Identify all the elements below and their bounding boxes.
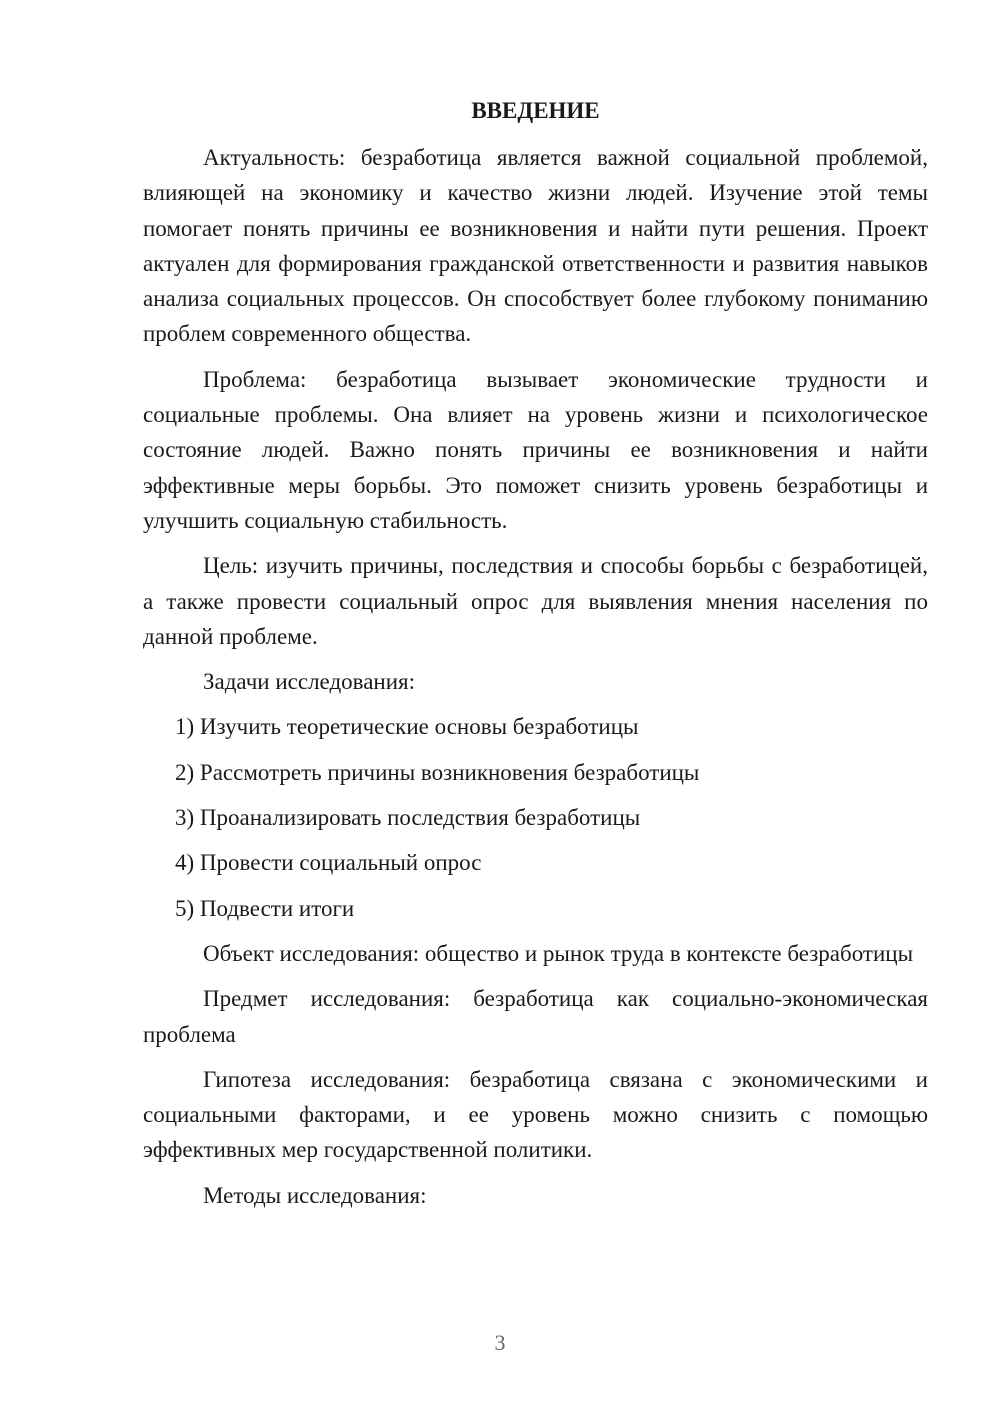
tasks-heading: Задачи исследования: xyxy=(203,669,416,695)
page-number: 3 xyxy=(494,1330,506,1355)
paragraph-problem: Проблема: безработица вызывает экономические трудности и социальные проблемы. Она влияет на уровень жизни и психологическое состояние людей. Важно понять причины ее возникновения и найти эффективные меры борьбы. Это поможет снизить уровень безработицы и улучшить социальную стабильность. xyxy=(143,366,928,533)
list-item: 1) Изучить теоретические основы безработицы xyxy=(175,714,639,740)
paragraph-goal: Цель: изучить причины, последствия и способы борьбы с безработицей, а также провести социальный опрос для выявления мнения населения по данной проблеме. xyxy=(143,553,928,649)
page-content xyxy=(143,93,928,1223)
paragraph-hypothesis: Гипотеза исследования: безработица связана с экономическими и социальными факторами, и ее уровень можно снизить с помощью эффективных мер государственной политики. xyxy=(143,1066,928,1163)
list-item: 4) Провести социальный опрос xyxy=(175,850,482,876)
paragraph-subject: Предмет исследования: безработица как социально-экономическая проблема xyxy=(143,986,928,1047)
section-title: ВВЕДЕНИЕ xyxy=(471,98,600,123)
methods-heading: Методы исследования: xyxy=(203,1182,427,1208)
paragraph-relevance: Актуальность: безработица является важной социальной проблемой, влияющей на экономику и качество жизни людей. Изучение этой темы помогает понять причины ее возникновения и найти пути решения. Проект актуален для формирования гражданской ответственности и развития навыков анализа социальных процессов. Он способствует более глубокому пониманию проблем современного общества. xyxy=(143,145,928,347)
list-item: 5) Подвести итоги xyxy=(175,895,355,921)
paragraph-object: Объект исследования: общество и рынок труда в контексте безработицы xyxy=(203,940,914,966)
list-item: 2) Рассмотреть причины возникновения безработицы xyxy=(175,759,700,785)
list-item: 3) Проанализировать последствия безработицы xyxy=(175,805,641,831)
tasks-list xyxy=(143,709,928,925)
